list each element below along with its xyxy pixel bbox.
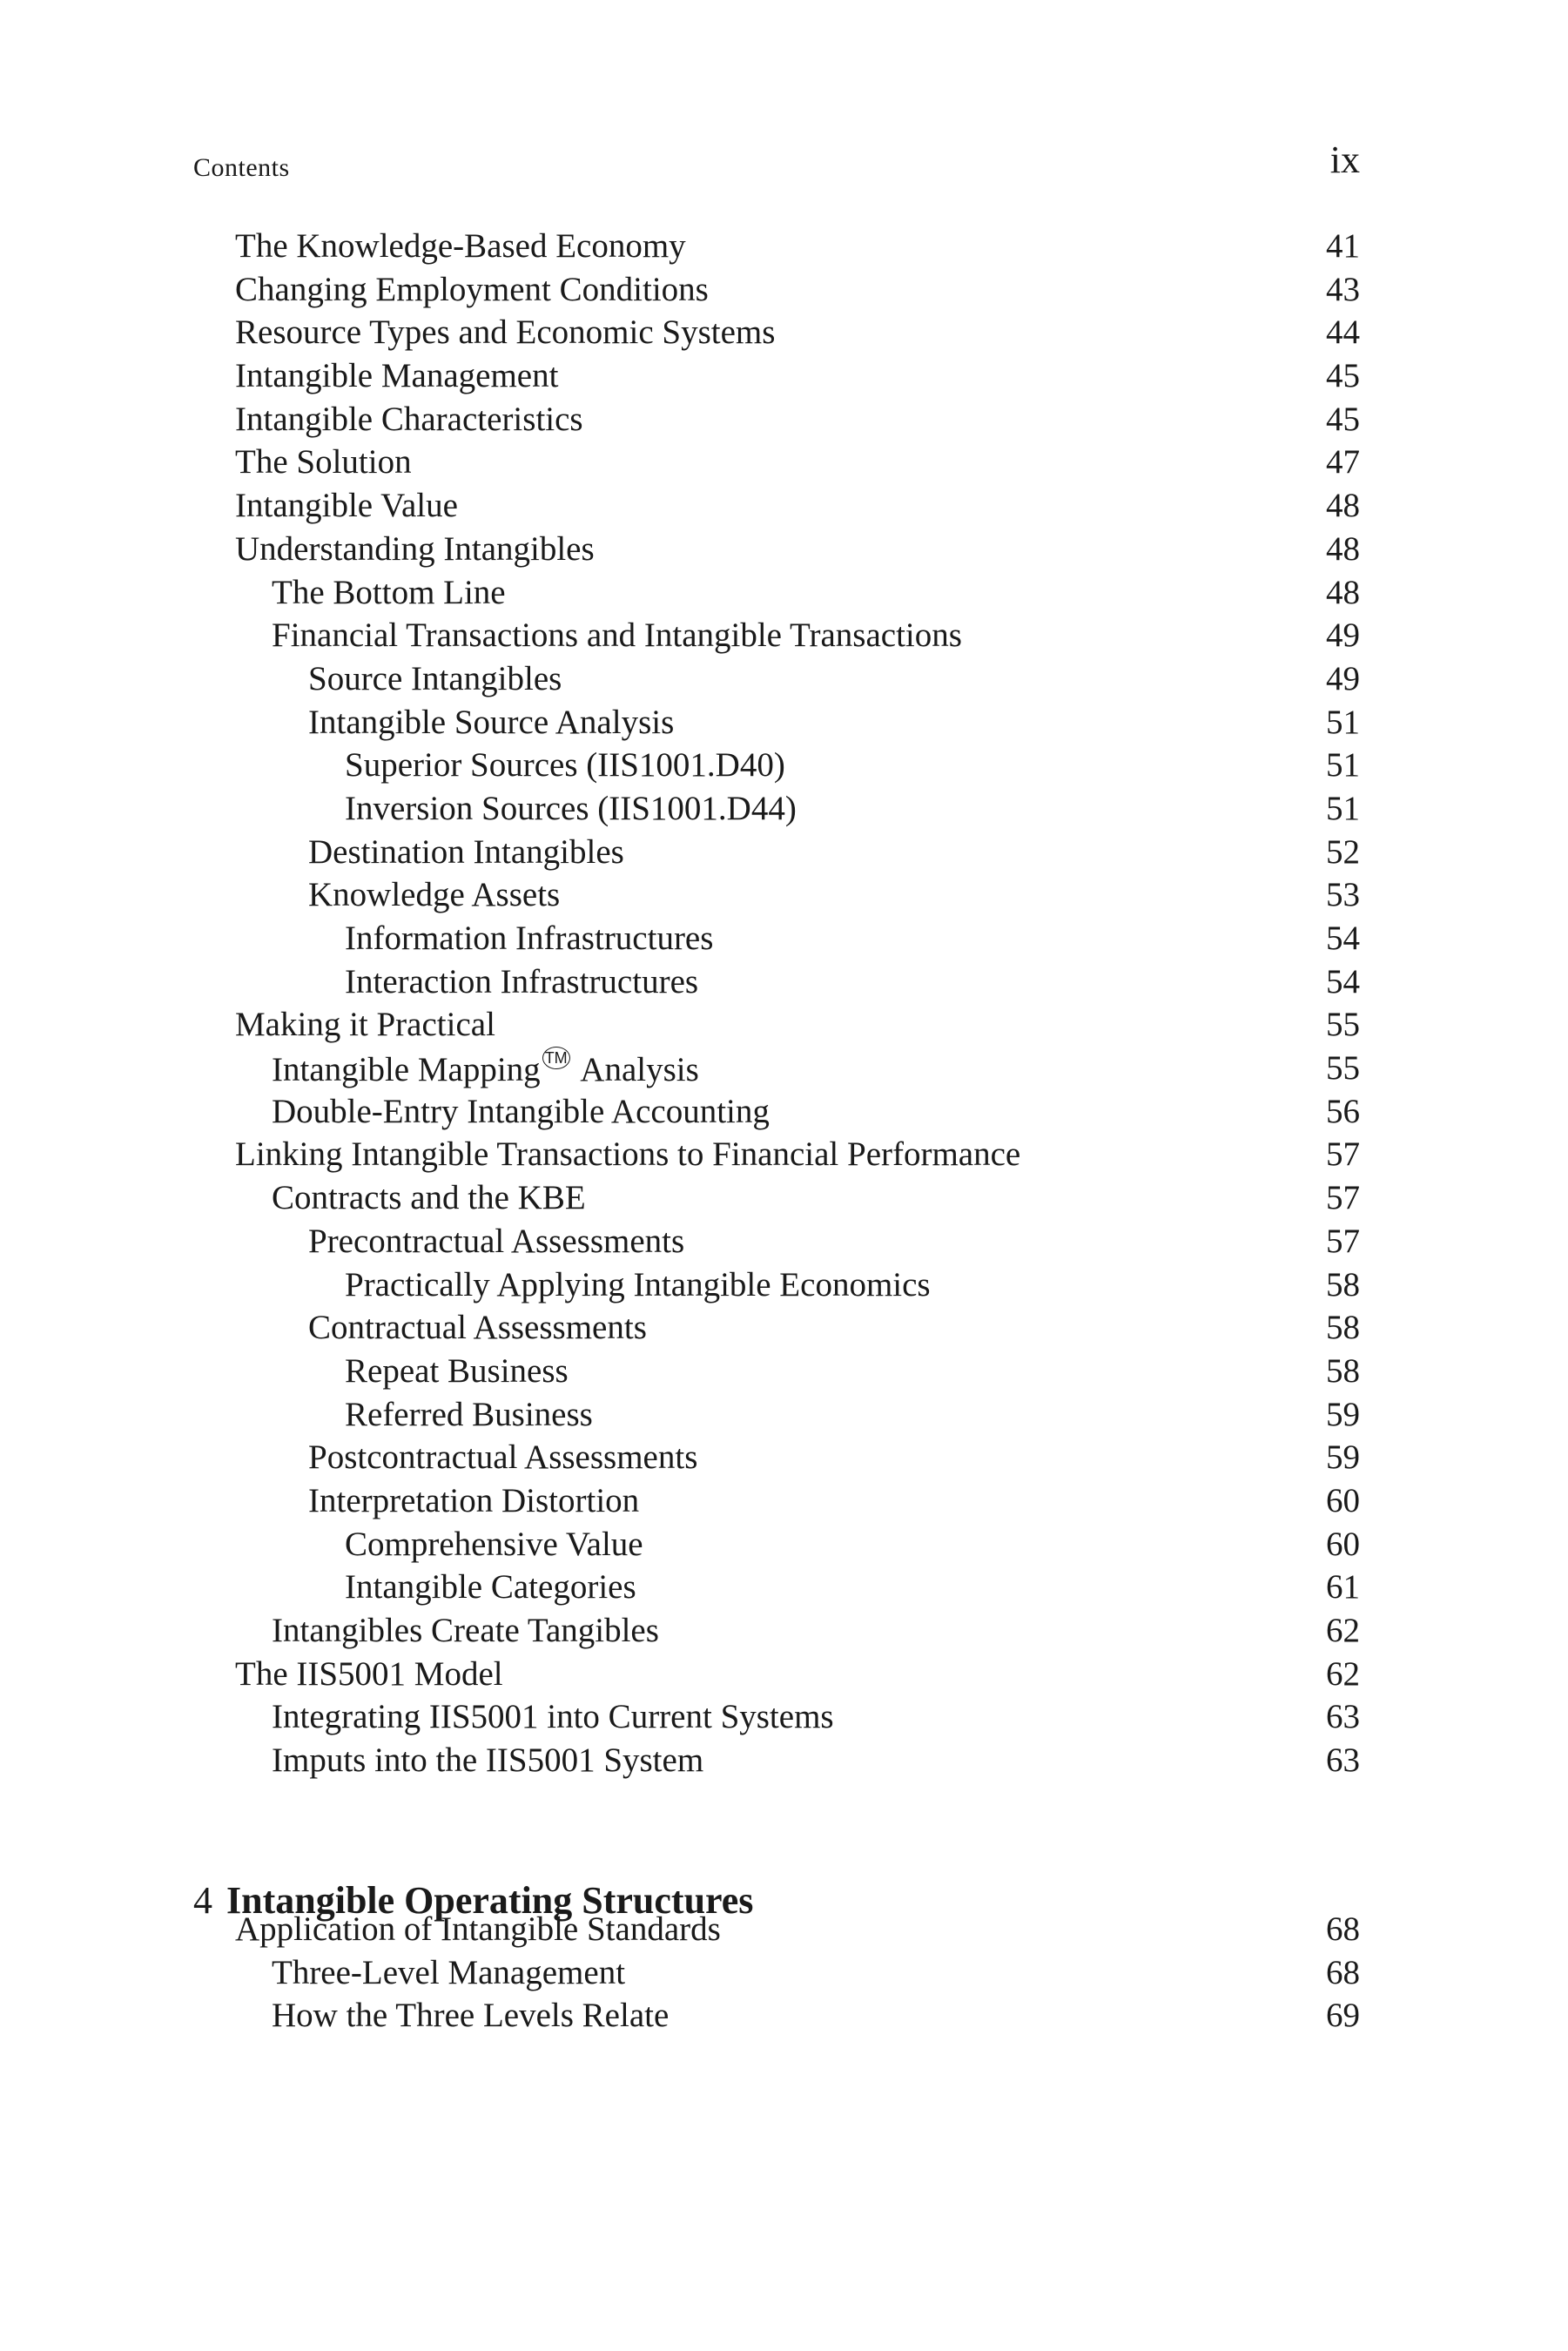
toc-entry-title: The Solution [235, 443, 412, 482]
toc-entry[interactable] [235, 1653, 1360, 1696]
toc-entry-page: 57 [1326, 1135, 1360, 1174]
toc-entry-page: 69 [1326, 1997, 1360, 2035]
toc-entry[interactable] [235, 917, 1360, 960]
toc-entry-title: Referred Business [345, 1395, 593, 1433]
toc-entry-title: Contracts and the KBE [272, 1179, 586, 1217]
toc-entry[interactable] [235, 441, 1360, 484]
toc-entry-title: Comprehensive Value [345, 1525, 643, 1563]
toc-entry-title: Repeat Business [345, 1351, 569, 1390]
toc-entry-page: 57 [1326, 1222, 1360, 1260]
toc-entry[interactable] [235, 1003, 1360, 1047]
toc-entry[interactable] [235, 528, 1360, 571]
toc-entry[interactable] [235, 873, 1360, 917]
toc-entry-page: 58 [1326, 1309, 1360, 1347]
toc-entry[interactable] [235, 1263, 1360, 1307]
page-number-folio: ix [1329, 138, 1360, 181]
toc-entry-page: 63 [1326, 1698, 1360, 1736]
toc-entry-page: 60 [1326, 1481, 1360, 1519]
toc-entry-title: Double-Entry Intangible Accounting [272, 1092, 770, 1130]
toc-list-chapter-4 [235, 1908, 1360, 2038]
toc-entry-title: The Knowledge-Based Economy [235, 227, 686, 265]
toc-entry-title: Changing Employment Conditions [235, 270, 709, 308]
toc-entry[interactable] [235, 1951, 1360, 1995]
toc-entry-title: Interpretation Distortion [308, 1481, 640, 1519]
toc-entry-title: Integrating IIS5001 into Current Systems [272, 1698, 834, 1736]
trademark-icon: TM [542, 1047, 570, 1069]
toc-entry-title: Linking Intangible Transactions to Financial Performance [235, 1135, 1021, 1174]
chapter-title: Intangible Operating Structures [226, 1878, 754, 1922]
toc-entry-title: Three-Level Management [272, 1953, 626, 1991]
toc-entry-title: Contractual Assessments [308, 1309, 647, 1347]
toc-entry-title: Practically Applying Intangible Economics [345, 1265, 931, 1303]
toc-entry-title: Intangible Value [235, 487, 458, 525]
toc-entry-title: Destination Intangibles [308, 832, 624, 871]
toc-entry[interactable] [235, 1350, 1360, 1393]
toc-entry-page: 59 [1326, 1438, 1360, 1477]
toc-entry-page: 57 [1326, 1179, 1360, 1217]
toc-entry-page: 53 [1326, 876, 1360, 914]
toc-entry-page: 54 [1326, 962, 1360, 1000]
toc-entry-page: 54 [1326, 920, 1360, 957]
toc-entry-title: Source Intangibles [308, 659, 562, 697]
toc-entry-title: Application of Intangible Standards [235, 1910, 721, 1948]
toc-entry-page: 60 [1326, 1525, 1360, 1563]
toc-entry[interactable] [235, 1695, 1360, 1739]
toc-entry[interactable] [235, 1479, 1360, 1523]
toc-entry[interactable] [235, 571, 1360, 615]
toc-entry-title: Inversion Sources (IIS1001.D44) [345, 789, 797, 827]
toc-entry-page: 51 [1326, 789, 1360, 827]
toc-entry-title [272, 1047, 699, 1092]
toc-entry-page: 45 [1326, 357, 1360, 395]
toc-entry[interactable] [235, 1908, 1360, 1951]
toc-entry-page: 41 [1326, 227, 1360, 265]
toc-entry[interactable] [235, 831, 1360, 874]
toc-entry-title: Understanding Intangibles [235, 529, 595, 568]
toc-entry[interactable] [235, 1047, 1360, 1090]
toc-entry-title: Precontractual Assessments [308, 1222, 685, 1260]
toc-entry[interactable] [235, 1566, 1360, 1609]
chapter-number: 4 [193, 1878, 212, 1922]
toc-entry-title: Interaction Infrastructures [345, 962, 699, 1000]
toc-entry[interactable] [235, 1306, 1360, 1350]
toc-entry-title: Financial Transactions and Intangible Transactions [272, 616, 962, 655]
toc-entry-title: Intangible Source Analysis [308, 703, 675, 741]
toc-entry-page: 61 [1326, 1568, 1360, 1607]
toc-entry[interactable] [235, 484, 1360, 528]
toc-entry[interactable] [235, 1220, 1360, 1263]
toc-entry-title: Imputs into the IIS5001 System [272, 1741, 704, 1780]
toc-entry-title: Postcontractual Assessments [308, 1438, 698, 1477]
toc-entry-page: 55 [1326, 1006, 1360, 1044]
toc-entry-page: 68 [1326, 1953, 1360, 1991]
toc-entry[interactable] [235, 1994, 1360, 2038]
toc-entry-page: 45 [1326, 400, 1360, 438]
toc-entry-page: 43 [1326, 270, 1360, 308]
toc-entry-page: 48 [1326, 573, 1360, 611]
toc-entry[interactable] [235, 1523, 1360, 1566]
toc-entry[interactable] [235, 1739, 1360, 1782]
toc-entry-page: 48 [1326, 529, 1360, 568]
toc-entry-title-text: Analysis [573, 1051, 699, 1089]
toc-entry[interactable] [235, 1176, 1360, 1220]
toc-entry-title: Superior Sources (IIS1001.D40) [345, 746, 785, 785]
toc-entry[interactable] [235, 787, 1360, 831]
toc-entry-page: 58 [1326, 1351, 1360, 1390]
toc-entry-title: Intangible Characteristics [235, 400, 583, 438]
toc-entry-title: Intangible Categories [345, 1568, 636, 1607]
toc-entry-page: 68 [1326, 1910, 1360, 1948]
toc-entry-page: 49 [1326, 616, 1360, 655]
toc-entry[interactable] [235, 1133, 1360, 1176]
toc-entry-page: 62 [1326, 1612, 1360, 1649]
running-title: Contents [193, 153, 290, 182]
toc-entry-page: 51 [1326, 746, 1360, 785]
toc-entry[interactable] [235, 398, 1360, 441]
toc-entry[interactable] [235, 311, 1360, 354]
toc-entry[interactable] [235, 1436, 1360, 1479]
toc-entry-page: 47 [1326, 443, 1360, 482]
toc-entry-page: 49 [1326, 659, 1360, 697]
toc-entry-title: Information Infrastructures [345, 920, 714, 957]
toc-entry[interactable] [235, 614, 1360, 657]
toc-list-continued [235, 225, 1360, 1782]
toc-entry[interactable] [235, 268, 1360, 312]
toc-entry[interactable] [235, 657, 1360, 701]
toc-entry[interactable] [235, 960, 1360, 1004]
toc-entry-page: 62 [1326, 1654, 1360, 1693]
toc-entry-title: Intangible Management [235, 357, 559, 395]
toc-entry-title-text: Intangible Mapping [272, 1051, 541, 1089]
toc-entry-title: The IIS5001 Model [235, 1654, 503, 1693]
toc-entry-page: 55 [1326, 1049, 1360, 1088]
toc-entry[interactable] [235, 1609, 1360, 1653]
toc-entry-page: 58 [1326, 1265, 1360, 1303]
toc-entry-page: 52 [1326, 832, 1360, 871]
toc-entry-page: 51 [1326, 703, 1360, 741]
toc-entry[interactable] [235, 354, 1360, 398]
toc-entry[interactable] [235, 701, 1360, 744]
toc-entry-title: Intangibles Create Tangibles [272, 1612, 659, 1649]
toc-entry[interactable] [235, 1393, 1360, 1437]
running-head [193, 138, 1360, 190]
toc-entry[interactable] [235, 225, 1360, 268]
toc-entry-page: 44 [1326, 313, 1360, 352]
toc-entry-page: 48 [1326, 487, 1360, 525]
toc-entry-title: Resource Types and Economic Systems [235, 313, 776, 352]
toc-entry[interactable] [235, 744, 1360, 787]
toc-entry-page: 63 [1326, 1741, 1360, 1780]
toc-entry-title: The Bottom Line [272, 573, 506, 611]
toc-entry-title: How the Three Levels Relate [272, 1997, 670, 2035]
toc-entry[interactable] [235, 1090, 1360, 1134]
toc-entry-page: 56 [1326, 1092, 1360, 1130]
toc-entry-title: Knowledge Assets [308, 876, 561, 914]
toc-entry-title: Making it Practical [235, 1006, 495, 1044]
toc-entry-page: 59 [1326, 1395, 1360, 1433]
